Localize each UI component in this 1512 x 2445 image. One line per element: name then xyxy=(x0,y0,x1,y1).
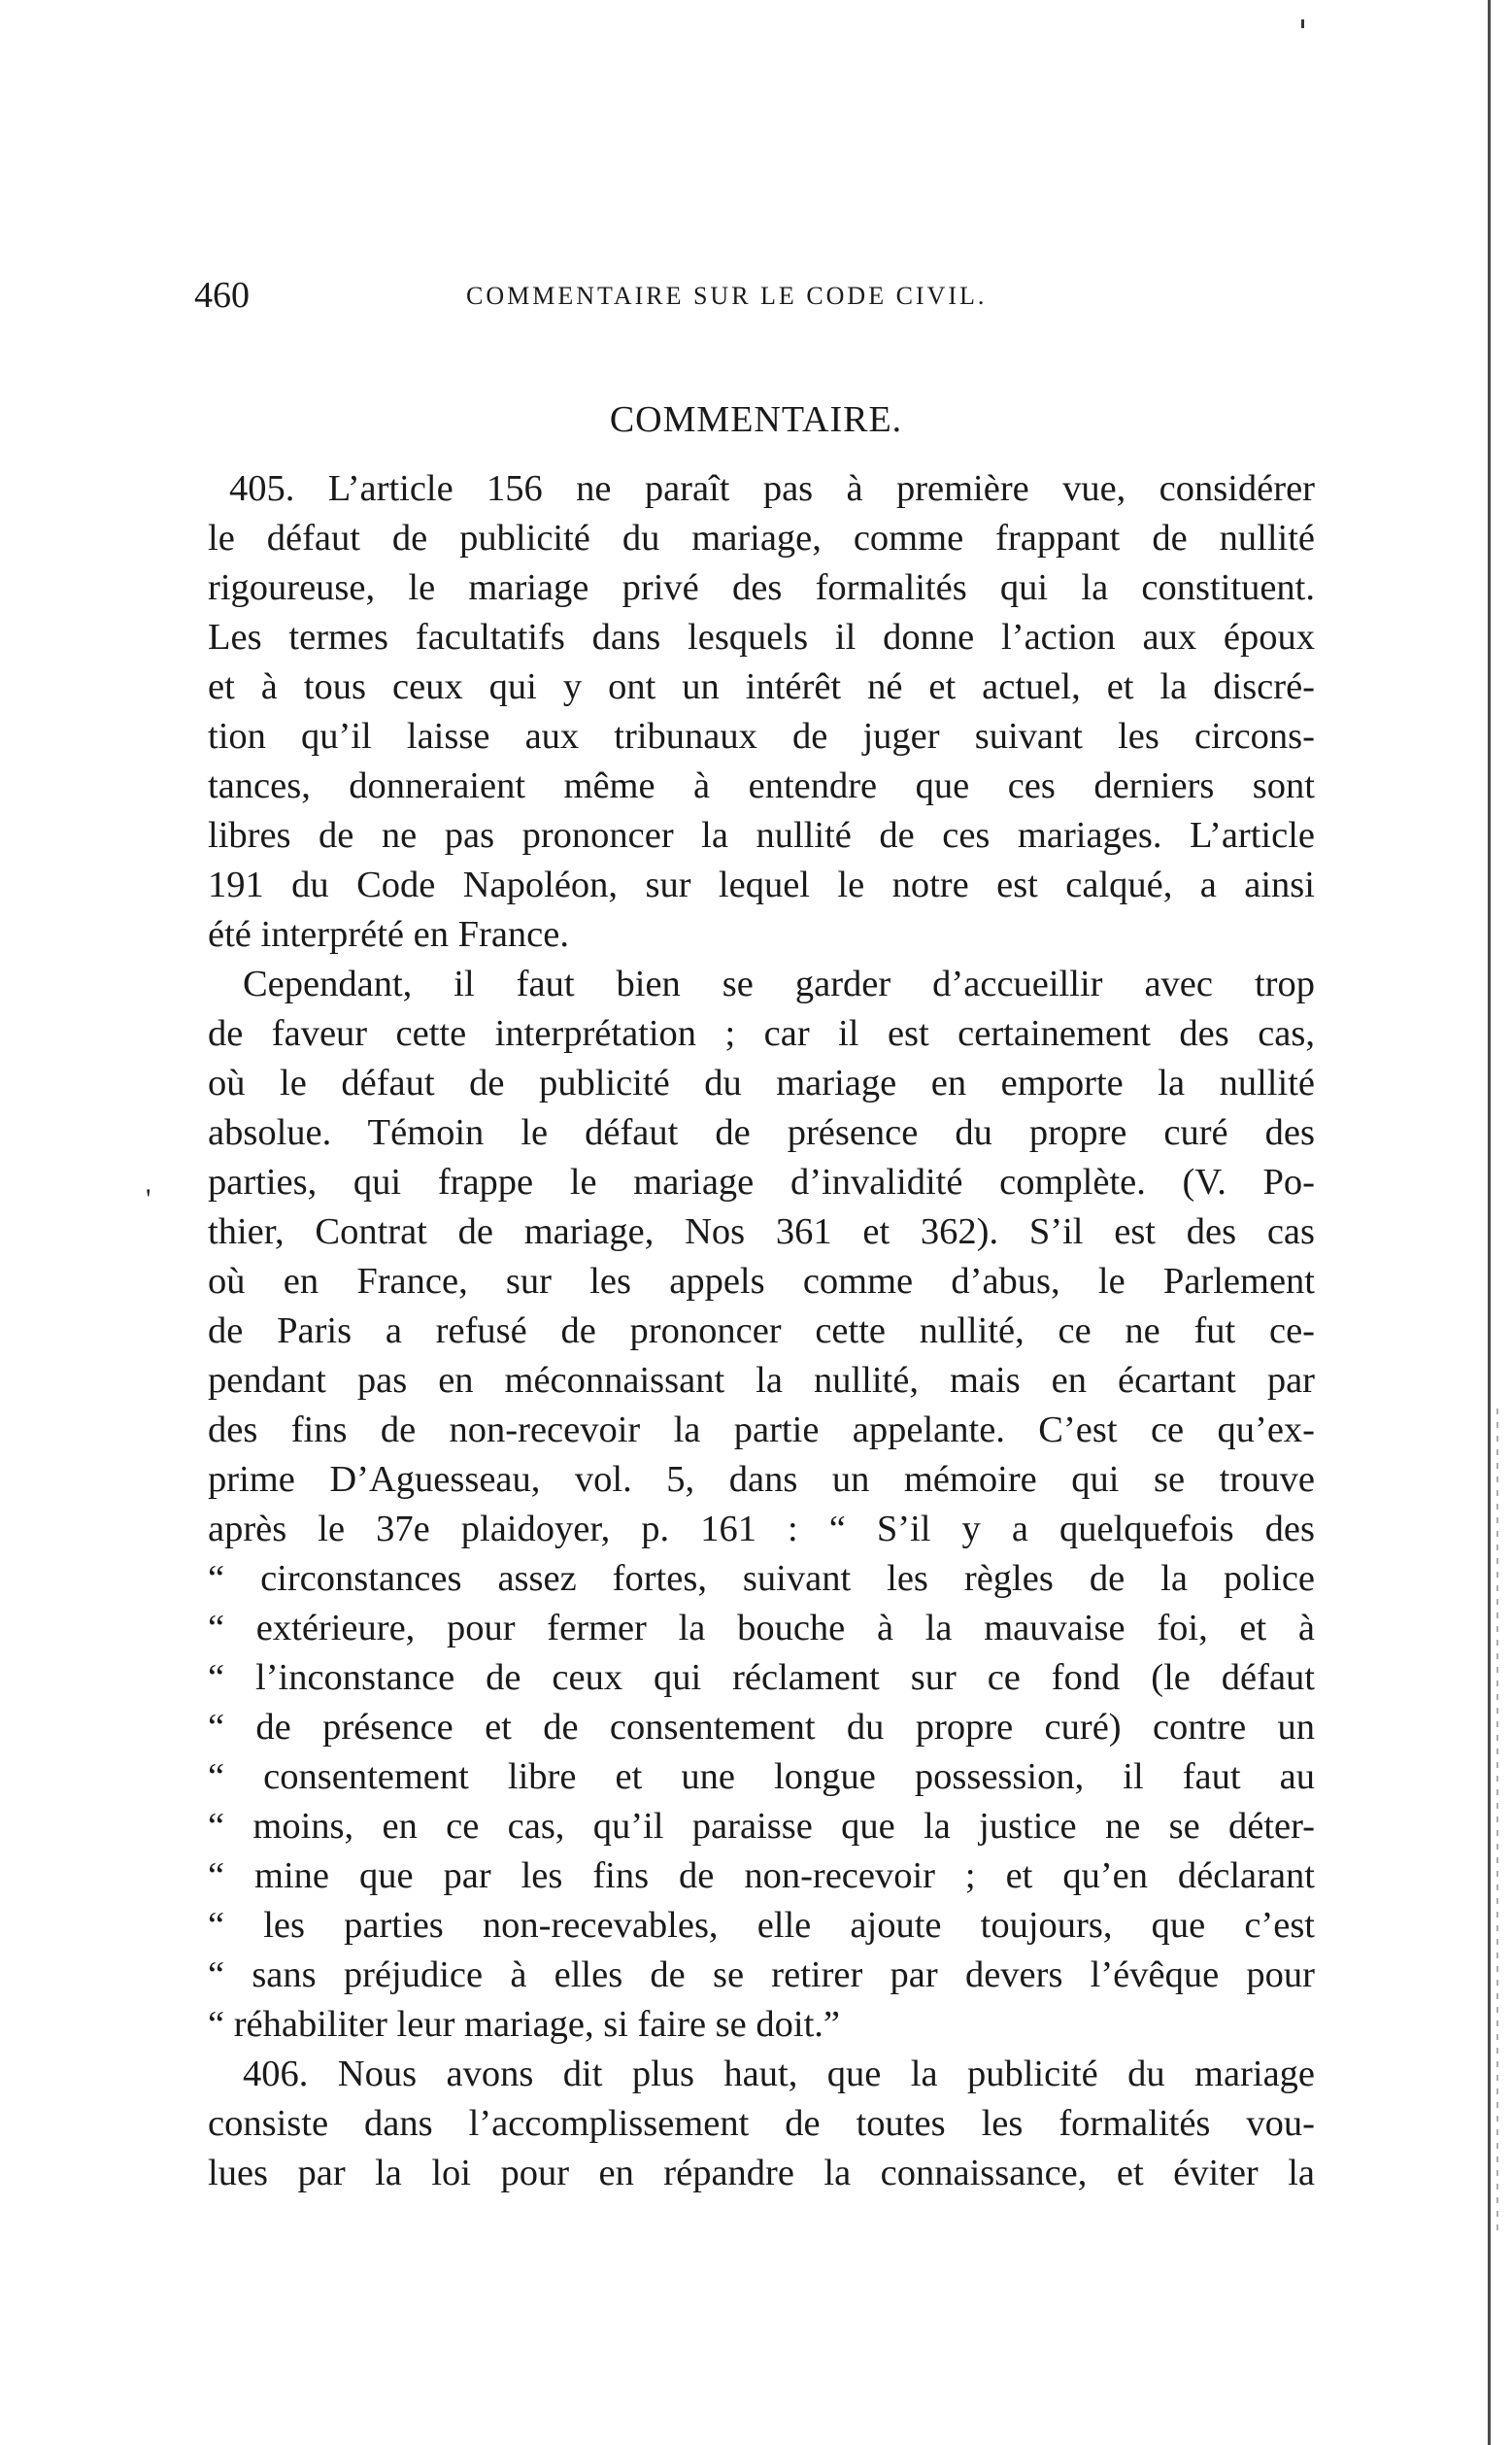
text-line: tances, donneraient même à entendre que ces derniers sont xyxy=(208,765,1315,806)
text-line: lues par la loi pour en répandre la connaissance, et éviter la xyxy=(208,2153,1315,2193)
quote-line: “ circonstances assez fortes, suivant les règles de la police xyxy=(208,1558,1315,1599)
text-line: de faveur cette interprétation ; car il est certainement des cas, xyxy=(208,1013,1315,1054)
text-line: le défaut de publicité du mariage, comme frappant de nullité xyxy=(208,518,1315,559)
quote-line: “ l’inconstance de ceux qui réclament sur ce fond (le défaut xyxy=(208,1657,1315,1698)
quote-line: “ consentement libre et une longue possession, il faut au xyxy=(208,1756,1315,1797)
quote-line: “ les parties non-recevables, elle ajoute toujours, que c’est xyxy=(208,1905,1315,1946)
text-line: 406. Nous avons dit plus haut, que la publicité du mariage xyxy=(243,2054,1315,2094)
text-line: Cependant, il faut bien se garder d’accueillir avec trop xyxy=(243,964,1315,1004)
text-line: où le défaut de publicité du mariage en emporte la nullité xyxy=(208,1063,1315,1104)
text-line: de Paris a refusé de prononcer cette nullité, ce ne fut ce- xyxy=(208,1310,1315,1351)
text-line: parties, qui frappe le mariage d’invalidité complète. (V. Po- xyxy=(208,1162,1315,1203)
quote-line: “ réhabiliter leur mariage, si faire se doit.” xyxy=(208,2004,840,2045)
text-line: libres de ne pas prononcer la nullité de ces mariages. L’article xyxy=(208,815,1315,856)
margin-mark: ' xyxy=(146,1183,151,1215)
page-header xyxy=(194,274,1301,323)
text-line: consiste dans l’accomplissement de toutes les formalités vou- xyxy=(208,2103,1315,2144)
body-text xyxy=(208,464,1315,2198)
quote-line: “ sans préjudice à elles de se retirer par devers l’évêque pour xyxy=(208,1954,1315,1995)
text-line: des fins de non-recevoir la partie appelante. C’est ce qu’ex- xyxy=(208,1409,1315,1450)
quote-line: “ moins, en ce cas, qu’il paraisse que la justice ne se déter- xyxy=(208,1806,1315,1847)
text-line: 405. L’article 156 ne paraît pas à première vue, considérer xyxy=(229,468,1315,509)
text-line: et à tous ceux qui y ont un intérêt né et actuel, et la discré- xyxy=(208,666,1315,707)
text-line: thier, Contrat de mariage, Nos 361 et 362). S’il est des cas xyxy=(208,1211,1315,1252)
section-title: COMMENTAIRE. xyxy=(609,399,903,440)
text-line: absolue. Témoin le défaut de présence du propre curé des xyxy=(208,1112,1315,1153)
scan-speck xyxy=(1301,19,1304,28)
text-line: été interprété en France. xyxy=(208,914,569,955)
text-line: 191 du Code Napoléon, sur lequel le notre est calqué, a ainsi xyxy=(208,865,1315,905)
text-line: pendant pas en méconnaissant la nullité, mais en écartant par xyxy=(208,1360,1315,1401)
text-line: Les termes facultatifs dans lesquels il donne l’action aux époux xyxy=(208,617,1315,658)
text-line: après le 37e plaidoyer, p. 161 : “ S’il y a quelquefois des xyxy=(208,1509,1315,1549)
binding-edge xyxy=(1488,0,1491,2445)
running-head: COMMENTAIRE SUR LE CODE CIVIL. xyxy=(466,282,988,310)
binding-edge-shadow xyxy=(1496,1409,1498,2234)
text-line: tion qu’il laisse aux tribunaux de juger suivant les circons- xyxy=(208,716,1315,757)
text-line: où en France, sur les appels comme d’abus, le Parlement xyxy=(208,1261,1315,1302)
quote-line: “ extérieure, pour fermer la bouche à la mauvaise foi, et à xyxy=(208,1608,1315,1648)
text-line: prime D’Aguesseau, vol. 5, dans un mémoire qui se trouve xyxy=(208,1459,1315,1500)
page-number: 460 xyxy=(194,275,250,316)
quote-line: “ mine que par les fins de non-recevoir ; et qu’en déclarant xyxy=(208,1855,1315,1896)
quote-line: “ de présence et de consentement du propre curé) contre un xyxy=(208,1707,1315,1748)
text-line: rigoureuse, le mariage privé des formalités qui la constituent. xyxy=(208,567,1315,608)
